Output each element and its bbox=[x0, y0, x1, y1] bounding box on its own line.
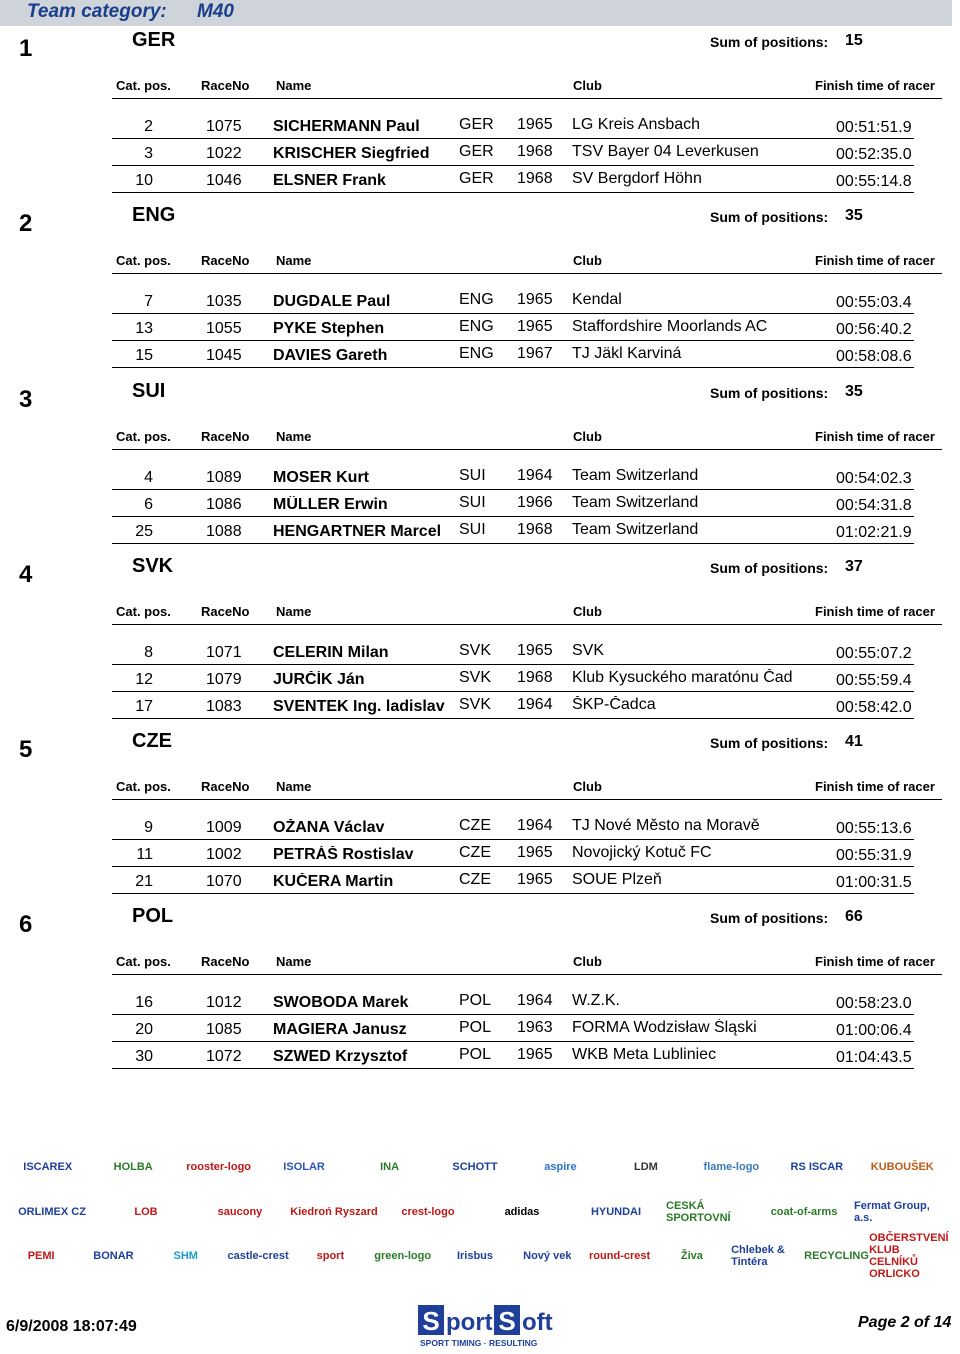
finish-time: 00:54:02.3 bbox=[836, 470, 912, 487]
row-rule bbox=[112, 340, 914, 341]
header-rule bbox=[112, 624, 942, 625]
racer-year: 1963 bbox=[517, 1019, 553, 1036]
finish-time: 00:55:59.4 bbox=[836, 672, 912, 689]
team-name: ENG bbox=[132, 204, 176, 226]
racer-row bbox=[0, 814, 960, 840]
race-no: 1083 bbox=[206, 698, 242, 715]
racer-club: SV Bergdorf Höhn bbox=[572, 170, 702, 187]
racer-row bbox=[0, 868, 960, 894]
team-block bbox=[0, 201, 960, 376]
cat-pos: 11 bbox=[136, 846, 153, 863]
header-rule bbox=[112, 799, 942, 800]
racer-club: Team Switzerland bbox=[572, 494, 699, 511]
row-rule bbox=[112, 192, 914, 193]
racer-row bbox=[0, 342, 960, 368]
sportsoft-port: port bbox=[446, 1309, 493, 1336]
cat-pos: 15 bbox=[135, 347, 153, 364]
racer-nation: SUI bbox=[459, 467, 486, 484]
sponsor-logo: RECYCLING bbox=[804, 1250, 869, 1262]
racer-year: 1964 bbox=[517, 467, 553, 484]
team-rank: 1 bbox=[19, 35, 33, 62]
sponsor-logo: green-logo bbox=[374, 1250, 432, 1262]
team-name: CZE bbox=[132, 730, 172, 752]
row-rule bbox=[112, 367, 914, 368]
sponsor-logo: KUBOUŠEK bbox=[870, 1161, 934, 1173]
team-rank: 5 bbox=[19, 736, 33, 763]
cat-pos: 4 bbox=[144, 469, 153, 486]
race-no: 1079 bbox=[206, 671, 242, 688]
sportsoft-s2: S bbox=[498, 1306, 516, 1336]
racer-row bbox=[0, 1016, 960, 1042]
col-name: Name bbox=[276, 253, 312, 268]
col-finish: Finish time of racer bbox=[815, 253, 935, 268]
row-rule bbox=[112, 543, 914, 544]
sponsor-logo: Irisbus bbox=[456, 1250, 494, 1262]
cat-pos: 10 bbox=[135, 172, 153, 189]
team-name: GER bbox=[132, 29, 176, 51]
finish-time: 00:58:08.6 bbox=[836, 348, 912, 365]
sponsor-logo: HOLBA bbox=[113, 1161, 153, 1173]
sponsor-logo: castle-crest bbox=[227, 1250, 289, 1262]
racer-nation: POL bbox=[459, 992, 492, 1009]
finish-time: 00:51:51.9 bbox=[836, 119, 912, 136]
racer-year: 1965 bbox=[517, 116, 553, 133]
race-no: 1086 bbox=[206, 496, 242, 513]
sponsor-logo: Chlebek & Tintéra bbox=[731, 1244, 785, 1268]
racer-name: JURČÍK Ján bbox=[273, 671, 365, 688]
finish-time: 00:52:35.0 bbox=[836, 146, 912, 163]
row-rule bbox=[112, 138, 914, 139]
cat-pos: 2 bbox=[144, 118, 153, 135]
racer-row bbox=[0, 464, 960, 490]
sponsor-logo: ISCAREX bbox=[23, 1161, 73, 1173]
team-block bbox=[0, 26, 960, 201]
racer-club: Team Switzerland bbox=[572, 467, 699, 484]
racer-club: Novojický Kotuč FC bbox=[572, 844, 712, 861]
racer-year: 1964 bbox=[517, 817, 553, 834]
sportsoft-logo bbox=[418, 1303, 574, 1349]
racer-year: 1966 bbox=[517, 494, 553, 511]
racer-name: KUČERA Martin bbox=[273, 873, 394, 890]
race-no: 1085 bbox=[206, 1021, 242, 1038]
finish-time: 01:02:21.9 bbox=[836, 524, 912, 541]
racer-club: WKB Meta Lubliniec bbox=[572, 1046, 717, 1063]
cat-pos: 12 bbox=[135, 671, 153, 688]
col-raceno: RaceNo bbox=[201, 253, 250, 268]
racer-year: 1967 bbox=[517, 345, 553, 362]
sponsor-logo: saucony bbox=[217, 1206, 263, 1218]
cat-pos: 13 bbox=[135, 320, 153, 337]
row-rule bbox=[112, 866, 914, 867]
sum-label: Sum of positions: bbox=[710, 385, 829, 401]
racer-club: LG Kreis Ansbach bbox=[572, 116, 701, 133]
racer-row bbox=[0, 491, 960, 517]
race-no: 1071 bbox=[206, 644, 242, 661]
team-block bbox=[0, 552, 960, 727]
cat-pos: 25 bbox=[135, 523, 153, 540]
cat-pos: 16 bbox=[135, 994, 153, 1011]
col-name: Name bbox=[276, 954, 312, 969]
cat-pos: 7 bbox=[144, 293, 153, 310]
racer-year: 1968 bbox=[517, 170, 553, 187]
racer-name: ELSNER Frank bbox=[273, 172, 386, 189]
finish-time: 00:58:23.0 bbox=[836, 995, 912, 1012]
sponsor-logo: flame-logo bbox=[703, 1161, 760, 1173]
racer-nation: ENG bbox=[459, 291, 494, 308]
racer-club: Klub Kysuckého maratónu Čad bbox=[572, 669, 793, 686]
row-rule bbox=[112, 893, 914, 894]
team-rank: 3 bbox=[19, 386, 33, 413]
racer-nation: SUI bbox=[459, 494, 486, 511]
race-no: 1089 bbox=[206, 469, 242, 486]
racer-name: KRISCHER Siegfried bbox=[273, 145, 430, 162]
col-club: Club bbox=[573, 429, 602, 444]
col-finish: Finish time of racer bbox=[815, 604, 935, 619]
col-raceno: RaceNo bbox=[201, 78, 250, 93]
col-club: Club bbox=[573, 779, 602, 794]
race-no: 1070 bbox=[206, 873, 242, 890]
racer-nation: CZE bbox=[459, 871, 491, 888]
sponsor-logo: crest-logo bbox=[401, 1206, 455, 1218]
col-raceno: RaceNo bbox=[201, 604, 250, 619]
racer-nation: SVK bbox=[459, 696, 492, 713]
finish-time: 00:55:14.8 bbox=[836, 173, 912, 190]
racer-row bbox=[0, 666, 960, 692]
team-name: SUI bbox=[132, 380, 166, 402]
col-catpos: Cat. pos. bbox=[116, 604, 171, 619]
racer-club: Kendal bbox=[572, 291, 622, 308]
racer-row bbox=[0, 288, 960, 314]
sponsor-logo: PEMI bbox=[27, 1250, 55, 1262]
racer-name: CELERIN Milan bbox=[273, 644, 389, 661]
race-no: 1012 bbox=[206, 994, 242, 1011]
racer-year: 1965 bbox=[517, 844, 553, 861]
col-name: Name bbox=[276, 604, 312, 619]
sponsor-logo: LOB bbox=[134, 1206, 158, 1218]
racer-club: SOUE Plzeň bbox=[572, 871, 662, 888]
col-name: Name bbox=[276, 429, 312, 444]
header-rule bbox=[112, 974, 942, 975]
racer-year: 1965 bbox=[517, 642, 553, 659]
cat-pos: 30 bbox=[135, 1048, 153, 1065]
category-bar bbox=[0, 0, 952, 26]
row-rule bbox=[112, 1068, 914, 1069]
team-name: SVK bbox=[132, 555, 174, 577]
sponsor-logo: aspire bbox=[544, 1161, 577, 1173]
sponsor-logo: INA bbox=[380, 1161, 400, 1173]
racer-club: ŠKP-Čadca bbox=[572, 696, 656, 713]
col-catpos: Cat. pos. bbox=[116, 779, 171, 794]
racer-year: 1964 bbox=[517, 992, 553, 1009]
racer-name: DAVIES Gareth bbox=[273, 347, 388, 364]
racer-nation: POL bbox=[459, 1046, 492, 1063]
racer-nation: ENG bbox=[459, 318, 494, 335]
racer-club: SVK bbox=[572, 642, 605, 659]
racer-row bbox=[0, 518, 960, 544]
sponsor-logo: Živa bbox=[680, 1250, 703, 1262]
racer-name: HENGARTNER Marcel bbox=[273, 523, 442, 540]
col-name: Name bbox=[276, 779, 312, 794]
racer-name: SWOBODA Marek bbox=[273, 994, 409, 1011]
sponsor-logo: SCHOTT bbox=[452, 1161, 498, 1173]
finish-time: 01:00:06.4 bbox=[836, 1022, 912, 1039]
col-club: Club bbox=[573, 604, 602, 619]
sum-label: Sum of positions: bbox=[710, 34, 829, 50]
col-finish: Finish time of racer bbox=[815, 429, 935, 444]
racer-row bbox=[0, 639, 960, 665]
cat-pos: 9 bbox=[144, 819, 153, 836]
race-no: 1075 bbox=[206, 118, 242, 135]
race-no: 1002 bbox=[206, 846, 242, 863]
col-catpos: Cat. pos. bbox=[116, 253, 171, 268]
sponsor-logo: Fermat Group, a.s. bbox=[854, 1200, 930, 1224]
sum-label: Sum of positions: bbox=[710, 735, 829, 751]
col-catpos: Cat. pos. bbox=[116, 429, 171, 444]
racer-name: SVENTEK Ing. ladislav bbox=[273, 698, 445, 715]
team-rank: 4 bbox=[19, 561, 33, 588]
sponsor-logo: SHM bbox=[173, 1250, 198, 1262]
sum-label: Sum of positions: bbox=[710, 910, 829, 926]
racer-year: 1964 bbox=[517, 696, 553, 713]
sponsor-logo: HYUNDAI bbox=[590, 1206, 642, 1218]
sponsor-logo: RS ISCAR bbox=[790, 1161, 844, 1173]
row-rule bbox=[112, 718, 914, 719]
racer-nation: GER bbox=[459, 143, 494, 160]
col-club: Club bbox=[573, 253, 602, 268]
category-value: M40 bbox=[197, 1, 234, 22]
col-raceno: RaceNo bbox=[201, 429, 250, 444]
sum-value: 35 bbox=[845, 383, 863, 400]
racer-nation: SVK bbox=[459, 642, 492, 659]
racer-row bbox=[0, 140, 960, 166]
sponsor-logo: coat-of-arms bbox=[770, 1206, 838, 1218]
racer-nation: ENG bbox=[459, 345, 494, 362]
racer-nation: POL bbox=[459, 1019, 492, 1036]
print-timestamp: 6/9/2008 18:07:49 bbox=[6, 1318, 137, 1335]
sponsor-logo: LDM bbox=[633, 1161, 658, 1173]
racer-year: 1968 bbox=[517, 143, 553, 160]
racer-name: MÜLLER Erwin bbox=[273, 496, 388, 513]
team-block bbox=[0, 902, 960, 1077]
finish-time: 00:55:07.2 bbox=[836, 645, 912, 662]
col-club: Club bbox=[573, 954, 602, 969]
racer-name: OŽANA Václav bbox=[273, 819, 385, 836]
row-rule bbox=[112, 516, 914, 517]
header-rule bbox=[112, 449, 942, 450]
racer-year: 1965 bbox=[517, 871, 553, 888]
col-finish: Finish time of racer bbox=[815, 954, 935, 969]
racer-name: MAGIERA Janusz bbox=[273, 1021, 407, 1038]
racer-nation: SUI bbox=[459, 521, 486, 538]
sponsor-logo: adidas bbox=[504, 1206, 540, 1218]
page-number: Page 2 of 14 bbox=[858, 1314, 952, 1331]
racer-nation: CZE bbox=[459, 844, 491, 861]
sponsor-logo: OBČERSTVENÍ KLUB CELNÍKŮ ORLICKO bbox=[869, 1232, 949, 1280]
row-rule bbox=[112, 165, 914, 166]
row-rule bbox=[112, 691, 914, 692]
col-raceno: RaceNo bbox=[201, 779, 250, 794]
racer-name: DUGDALE Paul bbox=[273, 293, 391, 310]
sum-label: Sum of positions: bbox=[710, 209, 829, 225]
sum-value: 41 bbox=[845, 733, 863, 750]
race-no: 1045 bbox=[206, 347, 242, 364]
race-no: 1035 bbox=[206, 293, 242, 310]
cat-pos: 20 bbox=[135, 1021, 153, 1038]
sum-label: Sum of positions: bbox=[710, 560, 829, 576]
racer-name: SZWED Krzysztof bbox=[273, 1048, 408, 1065]
col-catpos: Cat. pos. bbox=[116, 78, 171, 93]
racer-row bbox=[0, 841, 960, 867]
finish-time: 00:58:42.0 bbox=[836, 699, 912, 716]
cat-pos: 8 bbox=[144, 644, 153, 661]
sum-value: 37 bbox=[845, 558, 863, 575]
sponsor-logo: Nový vek bbox=[523, 1250, 572, 1262]
row-rule bbox=[112, 1014, 914, 1015]
racer-club: Staffordshire Moorlands AC bbox=[572, 318, 768, 335]
finish-time: 00:54:31.8 bbox=[836, 497, 912, 514]
cat-pos: 17 bbox=[135, 698, 153, 715]
col-finish: Finish time of racer bbox=[815, 779, 935, 794]
sum-value: 66 bbox=[845, 908, 863, 925]
header-rule bbox=[112, 273, 942, 274]
col-catpos: Cat. pos. bbox=[116, 954, 171, 969]
racer-year: 1965 bbox=[517, 1046, 553, 1063]
row-rule bbox=[112, 489, 914, 490]
racer-club: TSV Bayer 04 Leverkusen bbox=[572, 143, 759, 160]
cat-pos: 3 bbox=[144, 145, 153, 162]
racer-row bbox=[0, 989, 960, 1015]
finish-time: 01:04:43.5 bbox=[836, 1049, 912, 1066]
racer-row bbox=[0, 167, 960, 193]
racer-year: 1965 bbox=[517, 291, 553, 308]
team-block bbox=[0, 377, 960, 552]
cat-pos: 6 bbox=[144, 496, 153, 513]
col-finish: Finish time of racer bbox=[815, 78, 935, 93]
row-rule bbox=[112, 1041, 914, 1042]
header-rule bbox=[112, 98, 942, 99]
racer-name: SICHERMANN Paul bbox=[273, 118, 420, 135]
col-name: Name bbox=[276, 78, 312, 93]
row-rule bbox=[112, 313, 914, 314]
racer-row bbox=[0, 315, 960, 341]
racer-nation: GER bbox=[459, 116, 494, 133]
racer-row bbox=[0, 693, 960, 719]
sponsor-logo: rooster-logo bbox=[186, 1161, 252, 1173]
racer-name: PETRÁŠ Rostislav bbox=[273, 846, 414, 863]
racer-club: TJ Nové Město na Moravě bbox=[572, 817, 760, 834]
cat-pos: 21 bbox=[135, 873, 153, 890]
sportsoft-s1: S bbox=[422, 1306, 440, 1336]
team-rank: 6 bbox=[19, 911, 33, 938]
race-no: 1055 bbox=[206, 320, 242, 337]
racer-name: PYKE Stephen bbox=[273, 320, 385, 337]
sportsoft-subtitle: SPORT TIMING · RESULTING bbox=[420, 1338, 538, 1348]
racer-club: FORMA Wodzisław Śląski bbox=[572, 1019, 757, 1036]
racer-year: 1968 bbox=[517, 521, 553, 538]
col-club: Club bbox=[573, 78, 602, 93]
sponsor-logo: CESKÁ SPORTOVNÍ bbox=[666, 1200, 731, 1224]
team-rank: 2 bbox=[19, 210, 33, 237]
finish-time: 00:55:13.6 bbox=[836, 820, 912, 837]
col-raceno: RaceNo bbox=[201, 954, 250, 969]
row-rule bbox=[112, 664, 914, 665]
racer-nation: SVK bbox=[459, 669, 492, 686]
racer-row bbox=[0, 1043, 960, 1069]
racer-row bbox=[0, 113, 960, 139]
sportsoft-oft: oft bbox=[522, 1309, 553, 1336]
finish-time: 01:00:31.5 bbox=[836, 874, 912, 891]
category-label: Team category: bbox=[27, 1, 167, 22]
sponsor-logo: ISOLAR bbox=[283, 1161, 325, 1173]
racer-club: Team Switzerland bbox=[572, 521, 699, 538]
team-block bbox=[0, 727, 960, 902]
race-no: 1088 bbox=[206, 523, 242, 540]
race-no: 1009 bbox=[206, 819, 242, 836]
racer-nation: GER bbox=[459, 170, 494, 187]
sponsor-logo: round-crest bbox=[589, 1250, 651, 1262]
racer-year: 1965 bbox=[517, 318, 553, 335]
racer-club: W.Z.K. bbox=[572, 992, 620, 1009]
sponsor-logo: BONAR bbox=[93, 1250, 134, 1262]
racer-nation: CZE bbox=[459, 817, 491, 834]
racer-club: TJ Jäkl Karviná bbox=[572, 345, 682, 362]
race-no: 1022 bbox=[206, 145, 242, 162]
race-no: 1046 bbox=[206, 172, 242, 189]
sum-value: 35 bbox=[845, 207, 863, 224]
sponsor-logo: Kiedroń Ryszard bbox=[290, 1206, 378, 1218]
finish-time: 00:56:40.2 bbox=[836, 321, 912, 338]
sponsor-logo: ORLIMEX CZ bbox=[18, 1206, 86, 1218]
race-no: 1072 bbox=[206, 1048, 242, 1065]
finish-time: 00:55:31.9 bbox=[836, 847, 912, 864]
team-name: POL bbox=[132, 905, 174, 927]
racer-year: 1968 bbox=[517, 669, 553, 686]
row-rule bbox=[112, 839, 914, 840]
sum-value: 15 bbox=[845, 32, 863, 49]
sponsor-logo: sport bbox=[316, 1250, 345, 1262]
finish-time: 00:55:03.4 bbox=[836, 294, 912, 311]
racer-name: MOSER Kurt bbox=[273, 469, 369, 486]
